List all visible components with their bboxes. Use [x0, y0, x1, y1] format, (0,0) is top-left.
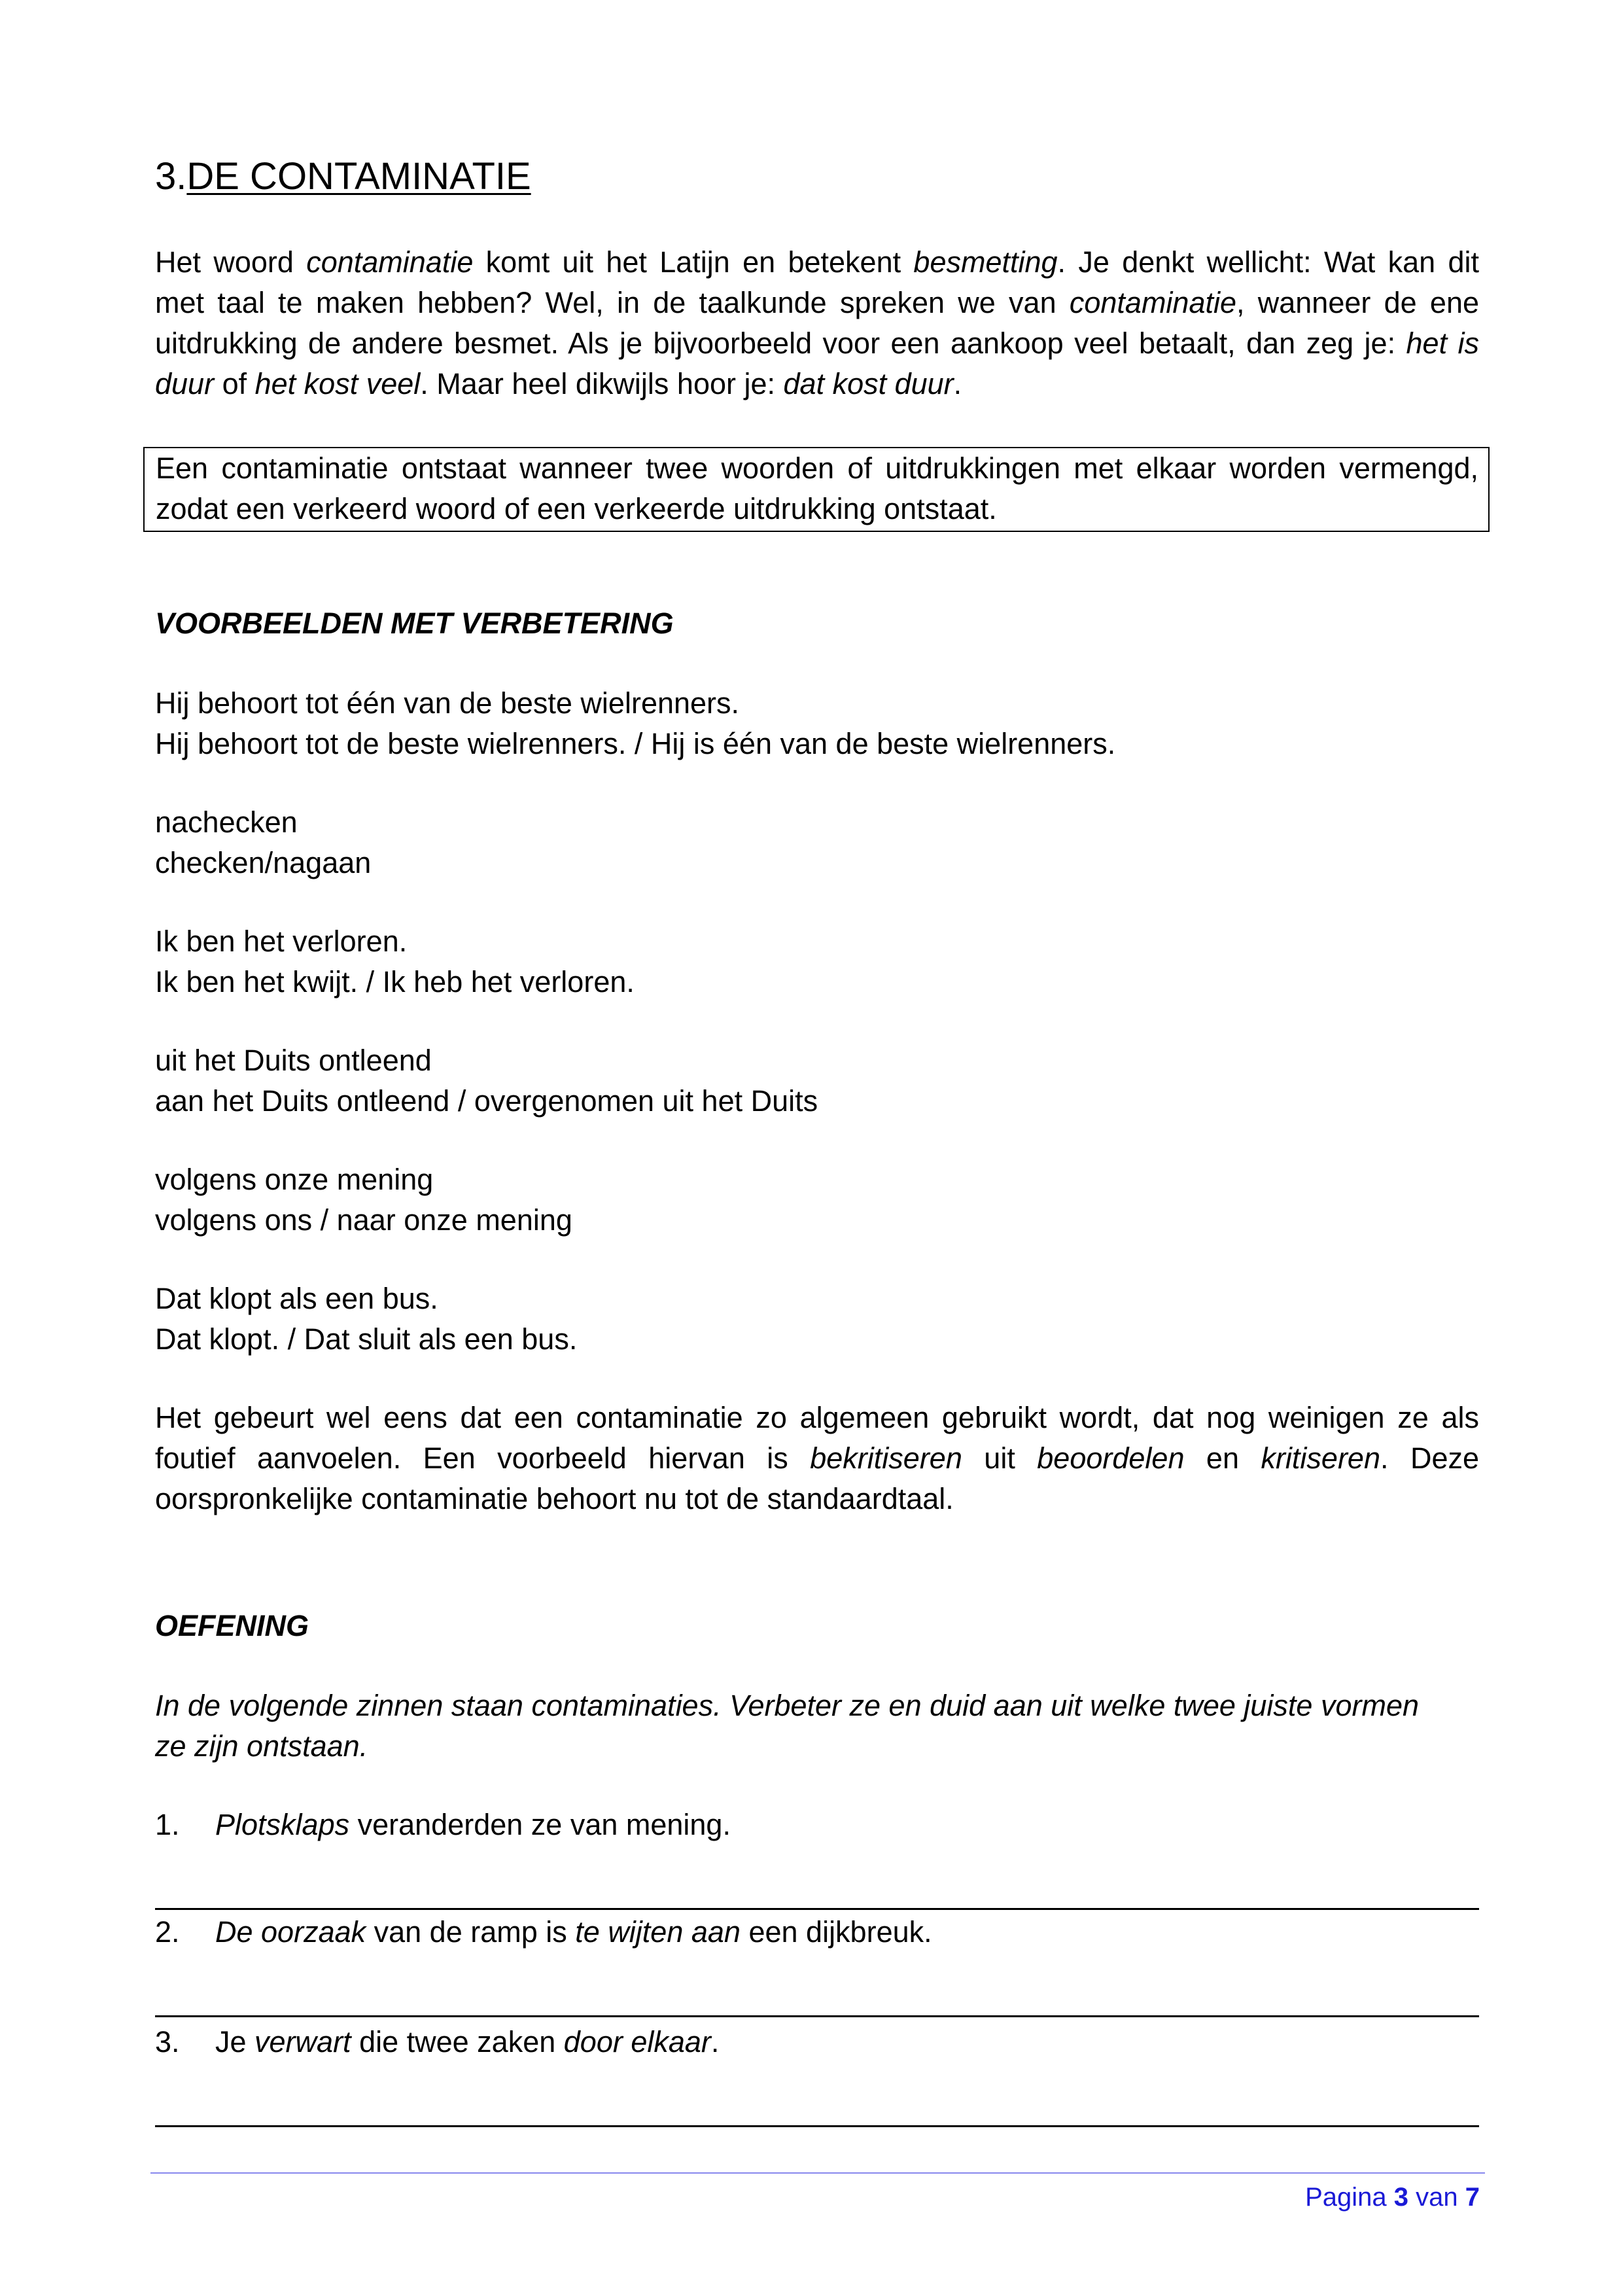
- example-pair: [155, 921, 635, 1002]
- note-line: Het gebeurt wel eens dat een contaminatie zo algemeen gebruikt wordt, dat nog weinigen ze als: [155, 1401, 1479, 1434]
- exercise-item: 2. De oorzaak van de ramp is te wijten aan een dijkbreuk.: [155, 1912, 932, 1952]
- example-right: Hij behoort tot de beste wielrenners. / Hij is één van de beste wielrenners.: [155, 727, 1116, 760]
- example-wrong: nachecken: [155, 805, 298, 839]
- example-wrong: uit het Duits ontleend: [155, 1044, 432, 1077]
- example-pair: [155, 1159, 572, 1241]
- example-wrong: volgens onze mening: [155, 1163, 434, 1196]
- exercise-item: 3. Je verwart die twee zaken door elkaar.: [155, 2022, 719, 2062]
- answer-line[interactable]: [155, 2015, 1479, 2017]
- example-right: checken/nagaan: [155, 846, 372, 879]
- definition-box: [143, 447, 1490, 532]
- footer-divider: [150, 2172, 1485, 2174]
- examples-heading: VOORBEELDEN MET VERBETERING: [155, 607, 674, 640]
- intro-line: Het woord contaminatie komt uit het Latijn en betekent besmetting. Je denkt wellicht: Wat kan dit: [155, 245, 1479, 279]
- section-title: DE CONTAMINATIE: [186, 155, 531, 198]
- page-number: Pagina 3 van 7: [1305, 2183, 1480, 2212]
- example-pair: [155, 683, 1115, 764]
- definition-line: zodat een verkeerd woord of een verkeerde uitdrukking ontstaat.: [156, 492, 997, 525]
- intro-line: uitdrukking de andere besmet. Als je bijvoorbeeld voor een aankoop veel betaalt, dan zeg je: het is: [155, 327, 1479, 360]
- example-pair: [155, 1040, 818, 1122]
- example-right: Ik ben het kwijt. / Ik heb het verloren.: [155, 965, 635, 998]
- instruction-line: In de volgende zinnen staan contaminaties. Verbeter ze en duid aan uit welke twee juiste vormen: [155, 1689, 1420, 1722]
- answer-line[interactable]: [155, 2125, 1479, 2127]
- page-title: [155, 152, 531, 202]
- example-wrong: Hij behoort tot één van de beste wielrenners.: [155, 686, 740, 720]
- note-line: oorspronkelijke contaminatie behoort nu tot de standaardtaal.: [155, 1482, 954, 1515]
- example-right: aan het Duits ontleend / overgenomen uit het Duits: [155, 1084, 818, 1118]
- definition-text: [156, 448, 1478, 529]
- section-number: 3.: [155, 155, 187, 198]
- definition-line: Een contaminatie ontstaat wanneer twee woorden of uitdrukkingen met elkaar worden vermengd,: [156, 451, 1478, 485]
- note-line: foutief aanvoelen. Een voorbeeld hiervan is bekritiseren uit beoordelen en kritiseren. Deze: [155, 1441, 1479, 1475]
- intro-paragraph: [155, 242, 1479, 404]
- instruction-line: ze zijn ontstaan.: [155, 1729, 368, 1763]
- exercise-number: 2.: [155, 1915, 180, 1949]
- example-wrong: Ik ben het verloren.: [155, 925, 408, 958]
- exercise-number: 3.: [155, 2025, 180, 2058]
- example-pair: [155, 802, 371, 883]
- exercise-instruction: [155, 1686, 1479, 1767]
- exercise-heading: OEFENING: [155, 1609, 309, 1642]
- answer-line[interactable]: [155, 1908, 1479, 1910]
- exercise-number: 1.: [155, 1808, 180, 1841]
- example-wrong: Dat klopt als een bus.: [155, 1282, 438, 1315]
- intro-line: met taal te maken hebben? Wel, in de taalkunde spreken we van contaminatie, wanneer de ene: [155, 286, 1479, 319]
- example-right: volgens ons / naar onze mening: [155, 1203, 572, 1237]
- example-pair: [155, 1279, 577, 1360]
- intro-line: duur of het kost veel. Maar heel dikwijls hoor je: dat kost duur.: [155, 367, 962, 400]
- note-paragraph: [155, 1398, 1479, 1519]
- example-right: Dat klopt. / Dat sluit als een bus.: [155, 1322, 578, 1356]
- exercise-item: 1. Plotsklaps veranderden ze van mening.: [155, 1805, 731, 1845]
